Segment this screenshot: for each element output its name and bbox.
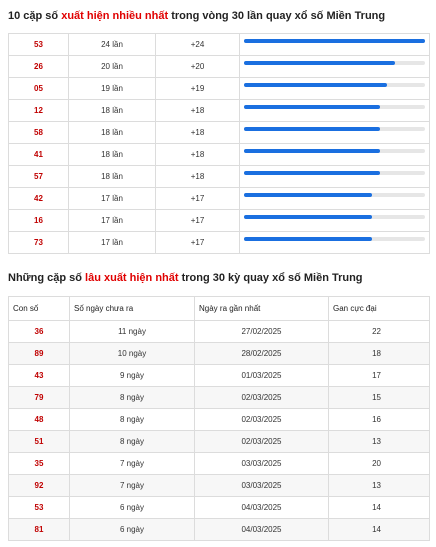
table-row [9,475,430,497]
appearance-diff: +18 [156,100,240,122]
last-appearance-date: 03/03/2025 [195,453,329,475]
table-row [9,431,430,453]
frequency-bar-track [244,149,425,153]
appearance-count: 17 lần [69,210,156,232]
table-row [9,56,430,78]
title-prefix: Những cặp số [8,272,86,284]
frequent-pairs-title [8,10,385,22]
frequency-bar-fill [244,127,380,131]
frequency-bar-fill [244,105,380,109]
pair-number: 35 [9,453,70,475]
frequency-bar-fill [244,215,372,219]
header-last-date: Ngày ra gần nhất [195,297,329,321]
max-gap: 18 [329,343,430,365]
overdue-pairs-title [8,272,363,284]
max-gap: 13 [329,431,430,453]
frequency-bar-cell [240,144,430,166]
max-gap: 14 [329,497,430,519]
frequency-bar-fill [244,149,380,153]
appearance-diff: +18 [156,166,240,188]
table-row [9,78,430,100]
max-gap: 22 [329,321,430,343]
pair-number: 41 [9,144,69,166]
last-appearance-date: 28/02/2025 [195,343,329,365]
frequency-bar-track [244,105,425,109]
days-missing: 8 ngày [70,409,195,431]
last-appearance-date: 27/02/2025 [195,321,329,343]
pair-number: 53 [9,497,70,519]
frequency-bar-fill [244,83,387,87]
pair-number: 48 [9,409,70,431]
frequency-bar-fill [244,237,372,241]
frequent-pairs-table [8,33,430,254]
days-missing: 8 ngày [70,431,195,453]
frequency-bar-track [244,237,425,241]
days-missing: 8 ngày [70,387,195,409]
frequency-bar-cell [240,78,430,100]
days-missing: 7 ngày [70,475,195,497]
pair-number: 79 [9,387,70,409]
pair-number: 43 [9,365,70,387]
overdue-pairs-table [8,296,430,541]
last-appearance-date: 02/03/2025 [195,431,329,453]
frequency-bar-cell [240,210,430,232]
max-gap: 13 [329,475,430,497]
appearance-diff: +24 [156,34,240,56]
title-prefix: 10 cặp số [8,10,62,22]
pair-number: 73 [9,232,69,254]
table-row [9,188,430,210]
appearance-diff: +19 [156,78,240,100]
table-row [9,100,430,122]
pair-number: 81 [9,519,70,541]
table-row [9,321,430,343]
pair-number: 16 [9,210,69,232]
max-gap: 20 [329,453,430,475]
frequency-bar-track [244,83,425,87]
frequency-bar-cell [240,166,430,188]
frequency-bar-fill [244,39,425,43]
table-row [9,343,430,365]
days-missing: 7 ngày [70,453,195,475]
frequency-bar-track [244,171,425,175]
max-gap: 14 [329,519,430,541]
pair-number: 92 [9,475,70,497]
table-row [9,409,430,431]
frequency-bar-fill [244,171,380,175]
table-row [9,144,430,166]
appearance-diff: +17 [156,210,240,232]
appearance-diff: +17 [156,188,240,210]
title-suffix: trong 30 kỳ quay xổ số Miền Trung [178,272,363,284]
pair-number: 58 [9,122,69,144]
frequency-bar-track [244,61,425,65]
frequency-bar-cell [240,56,430,78]
appearance-count: 17 lần [69,232,156,254]
table-header-row [9,297,430,321]
table-row [9,34,430,56]
max-gap: 16 [329,409,430,431]
pair-number: 05 [9,78,69,100]
last-appearance-date: 02/03/2025 [195,387,329,409]
frequency-bar-track [244,39,425,43]
frequency-bar-track [244,193,425,197]
max-gap: 15 [329,387,430,409]
max-gap: 17 [329,365,430,387]
pair-number: 42 [9,188,69,210]
pair-number: 89 [9,343,70,365]
header-days-missing: Số ngày chưa ra [70,297,195,321]
title-suffix: trong vòng 30 lần quay xổ số Miền Trung [168,10,386,22]
table-row [9,387,430,409]
frequency-bar-cell [240,122,430,144]
frequency-bar-cell [240,188,430,210]
table-row [9,210,430,232]
appearance-count: 18 lần [69,100,156,122]
pair-number: 36 [9,321,70,343]
appearance-count: 18 lần [69,144,156,166]
table-row [9,365,430,387]
header-number: Con số [9,297,70,321]
frequency-bar-cell [240,100,430,122]
last-appearance-date: 04/03/2025 [195,519,329,541]
table-row [9,453,430,475]
frequency-bar-track [244,127,425,131]
days-missing: 6 ngày [70,497,195,519]
pair-number: 12 [9,100,69,122]
days-missing: 10 ngày [70,343,195,365]
appearance-count: 17 lần [69,188,156,210]
table-row [9,122,430,144]
appearance-diff: +18 [156,144,240,166]
table-row [9,166,430,188]
frequency-bar-fill [244,61,395,65]
header-max-gap: Gan cực đại [329,297,430,321]
last-appearance-date: 01/03/2025 [195,365,329,387]
days-missing: 9 ngày [70,365,195,387]
appearance-diff: +18 [156,122,240,144]
table-row [9,232,430,254]
appearance-count: 24 lần [69,34,156,56]
frequency-bar-track [244,215,425,219]
title-highlight: xuất hiện nhiều nhất [61,10,169,22]
pair-number: 26 [9,56,69,78]
last-appearance-date: 02/03/2025 [195,409,329,431]
appearance-diff: +17 [156,232,240,254]
pair-number: 57 [9,166,69,188]
days-missing: 6 ngày [70,519,195,541]
frequency-bar-cell [240,34,430,56]
table-row [9,519,430,541]
pair-number: 51 [9,431,70,453]
appearance-count: 18 lần [69,122,156,144]
appearance-count: 20 lần [69,56,156,78]
title-highlight: lâu xuất hiện nhất [85,272,179,284]
appearance-diff: +20 [156,56,240,78]
last-appearance-date: 04/03/2025 [195,497,329,519]
frequency-bar-fill [244,193,372,197]
days-missing: 11 ngày [70,321,195,343]
last-appearance-date: 03/03/2025 [195,475,329,497]
table-row [9,497,430,519]
appearance-count: 18 lần [69,166,156,188]
appearance-count: 19 lần [69,78,156,100]
frequency-bar-cell [240,232,430,254]
pair-number: 53 [9,34,69,56]
